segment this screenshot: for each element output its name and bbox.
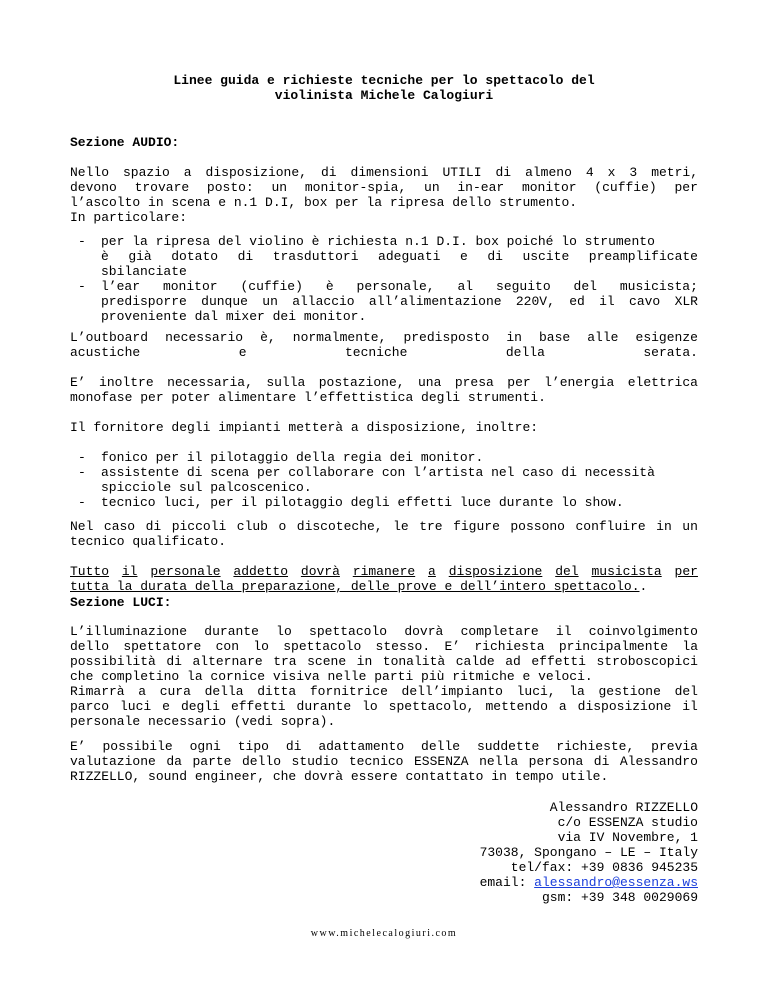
audio-requirements-list [70,234,698,324]
word: con [215,639,240,654]
word: il [599,294,615,309]
text-line: per la ripresa del violino è richiesta n.1 D.I. box poiché lo strumento [101,234,655,249]
contact-street: via IV Novembre, 1 [557,830,698,845]
word: il [555,624,572,639]
word: di [487,249,503,264]
word: metri, [651,165,698,180]
word: durante [296,699,352,714]
word: Rimarrà [70,684,125,699]
page-title [80,73,688,103]
word: gestione [598,684,661,699]
word: un [271,180,288,195]
word: a [183,165,192,180]
word: predisporre [101,294,187,309]
word: persona [528,754,584,769]
word: è [325,279,334,294]
word: normalmente, [292,330,387,345]
outboard-paragraph [70,330,698,360]
word: dovrà [404,624,444,639]
word: o [278,519,287,534]
contact-telfax: tel/fax: +39 0836 945235 [510,860,698,875]
word: scene [307,654,347,669]
word: le [393,519,409,534]
text-line: sbilanciate [101,264,187,279]
word: dimensioni [350,165,429,180]
word: tra [273,654,297,669]
word: preamplificate [588,249,698,264]
list-item [70,234,698,279]
word: mettendo [485,699,548,714]
text-line [70,519,698,534]
word: il [121,564,138,579]
bullet-dash: - [78,279,86,294]
word: personale [150,564,221,579]
word: ed [569,294,585,309]
text-line [70,684,698,699]
word: spettacolo, [388,699,475,714]
audio-section-heading: Sezione AUDIO: [70,135,180,150]
word: XLR [674,294,698,309]
word: E’ [444,639,461,654]
word: coinvolgimento [588,624,698,639]
word: lo [276,624,292,639]
word: dello [70,639,110,654]
audio-intro-paragraph [70,165,698,225]
word: possibile [102,739,173,754]
word: di [285,739,302,754]
word: richieste, [556,739,635,754]
word: tre [419,519,443,534]
contact-city: 73038, Spongano – LE – Italy [479,845,698,860]
text-line: proveniente dal mixer dei monitor. [101,309,367,324]
word: e [162,699,170,714]
word: disposizione, [205,165,307,180]
word: durante [204,624,259,639]
word: al [457,279,474,294]
text-line: fonico per il pilotaggio della regia dei monitor. [101,450,484,465]
text-line [70,699,698,714]
word: predisposto [403,330,490,345]
word: monitor [521,180,577,195]
word: allaccio [292,294,355,309]
word: in [656,519,672,534]
word: principalmente [558,639,669,654]
text-line [70,165,698,180]
word: alternare [192,654,263,669]
text-line [101,279,698,294]
word: per [507,375,531,390]
word: dello [242,754,282,769]
word: spettacolo [309,624,388,639]
word: trovare [134,180,190,195]
word: la [569,684,585,699]
word: devono [70,180,117,195]
luci-section-heading: Sezione LUCI: [70,595,172,610]
word: della [505,345,545,360]
word: cura [159,684,191,699]
word: un [424,180,440,195]
text-line [70,654,698,669]
text-line [70,180,698,195]
word: completare [460,624,539,639]
word: studio [291,754,339,769]
word: richiesta [474,639,545,654]
word: in-ear [457,180,505,195]
word: luci [119,699,152,714]
word: parte [192,754,232,769]
word: effetti [531,654,586,669]
word: stroboscopici [596,654,698,669]
word: lo [362,699,378,714]
word: posto: [206,180,254,195]
word: della [204,684,244,699]
word: lo [253,639,269,654]
bullet-dash: - [78,495,86,510]
text-line: che completino la cornice visiva nelle parti più ritmiche e veloci. [70,669,593,684]
word: degli [180,699,220,714]
word: piccoli [171,519,227,534]
word: e [459,249,468,264]
staff-availability-paragraph [70,564,698,594]
list-item [70,465,698,495]
word: (cuffie) [594,180,657,195]
staff-period: . [639,579,648,594]
power-outlet-paragraph [70,375,698,405]
word: adattamento [318,739,405,754]
word: possibilità [70,654,156,669]
word: sulla [266,375,306,390]
word: elettrica [627,375,698,390]
text-line: personale necessario (vedi sopra). [70,714,336,729]
word: tecniche [344,345,408,360]
word: in [356,654,373,669]
email-label: email: [479,875,535,890]
word: trasduttori [272,249,359,264]
text-line [70,564,698,579]
lighting-paragraph [70,624,698,729]
text-line: assistente di scena per collaborare con l’artista nel caso di necessità [101,465,655,480]
word: in [506,330,522,345]
word: rimanere [352,564,416,579]
text-line [70,754,698,769]
text-line: In particolare: [70,210,188,225]
word: personale, [356,279,435,294]
word: stesso. [375,639,431,654]
word: e [238,345,247,360]
word: di [593,754,610,769]
text-line: tutta la durata della preparazione, delle prove e dell’intero spettacolo.. [70,579,648,594]
word: da [166,754,182,769]
word: per [674,180,698,195]
word: monitor [162,279,218,294]
word: ditta [257,684,297,699]
bullet-dash: - [78,450,86,465]
word: musicista; [619,279,698,294]
word: dotato [171,249,219,264]
word: acustiche [70,345,141,360]
contact-email-line [480,875,698,890]
word: di [495,165,512,180]
word: figure [453,519,500,534]
text-line: RIZZELLO, sound engineer, che dovrà essere contattato in tempo utile. [70,769,609,784]
word: disposizione [577,699,672,714]
word: musicista [591,564,662,579]
supplier-intro: Il fornitore degli impianti metterà a disposizione, inoltre: [70,420,539,435]
word: spazio [122,165,170,180]
word: serata. [643,345,698,360]
footer-website: www.michelecalogiuri.com [310,928,458,939]
text-line: l’ascolto in scena e n.1 D.I, box per la ripresa dello strumento. [70,195,578,210]
word: del [573,279,597,294]
word: dunque [201,294,248,309]
text-line: monofase per poter alimentare l’effettistica degli strumenti. [70,390,546,405]
text-line [70,624,698,639]
word: inoltre [99,375,154,390]
word: tonalità [382,654,446,669]
word: E’ [70,375,86,390]
word: delle [421,739,461,754]
word: un [682,519,698,534]
text-line: tecnico qualificato. [70,534,227,549]
word: dell’impianto [401,684,503,699]
word: Alessandro [619,754,698,769]
word: adeguati [378,249,441,264]
word: almeno [525,165,572,180]
text-line [101,294,698,309]
word: Nello [70,165,110,180]
word: all’alimentazione [368,294,502,309]
word: cavo [629,294,661,309]
word: il [682,699,698,714]
word: ad [505,654,521,669]
word: L’illuminazione [70,624,188,639]
text-line [101,249,698,264]
word: spettacolo [283,639,362,654]
word: nella [479,754,519,769]
word: ESSENZA [413,754,469,769]
word: luci, [516,684,556,699]
word: tecnico [348,754,404,769]
word: UTILI [442,165,482,180]
list-item [70,495,698,510]
word: un [262,294,278,309]
contact-studio: c/o ESSENZA studio [557,815,698,830]
text-line [70,639,698,654]
adaptation-paragraph [70,739,698,784]
word: previa [651,739,698,754]
word: l’energia [544,375,615,390]
word: presa [454,375,494,390]
word: necessaria, [167,375,253,390]
word: a [428,564,436,579]
email-link[interactable]: alessandro@essenza.ws [534,875,698,890]
word: confluire [575,519,646,534]
contact-name: Alessandro RIZZELLO [549,800,698,815]
word: del [555,564,579,579]
word: Nel [70,519,94,534]
word: parco [70,699,110,714]
text-line: tecnico luci, per il pilotaggio degli effetti luce durante lo show. [101,495,624,510]
word: di [237,249,254,264]
word: E’ [70,739,86,754]
bullet-dash: - [78,234,86,249]
word: a [558,699,567,714]
word: è, [260,330,276,345]
word: x [607,165,616,180]
word: spettatore [123,639,202,654]
word: L’outboard [70,330,149,345]
word: esigenze [635,330,698,345]
word: 3 [629,165,638,180]
word: disposizione [448,564,543,579]
word: a [138,684,147,699]
bullet-dash: - [78,465,86,480]
word: di [145,519,162,534]
word: discoteche, [296,519,383,534]
word: postazione, [318,375,405,390]
word: (cuffie) [240,279,303,294]
word: suddette [476,739,540,754]
word: base [538,330,571,345]
text-line [70,330,698,345]
word: tipo [237,739,269,754]
text-line [70,739,698,754]
supplier-staff-list [70,450,698,510]
word: 220V, [515,294,555,309]
small-clubs-paragraph [70,519,698,549]
word: del [674,684,698,699]
word: di [320,165,337,180]
word: alle [587,330,619,345]
word: per [674,564,698,579]
word: monitor-spia, [304,180,407,195]
word: è [101,249,109,264]
word: l’ear [101,279,141,294]
word: di [166,654,182,669]
word: valutazione [70,754,156,769]
word: già [128,249,152,264]
word: calde [455,654,495,669]
word: possono [510,519,565,534]
text-line [70,375,698,390]
word: seguito [496,279,551,294]
word: Tutto [70,564,110,579]
word: uscite [522,249,570,264]
contact-gsm: gsm: +39 348 0029069 [541,890,698,905]
word: addetto [233,564,289,579]
word: ogni [189,739,221,754]
word: 4 [585,165,594,180]
word: fornitrice [309,684,388,699]
word: club [236,519,268,534]
word: una [418,375,442,390]
list-item [70,279,698,324]
word: dovrà [300,564,340,579]
word: necessario [165,330,244,345]
title-line-2: violinista Michele Calogiuri [274,88,494,103]
text-line: spicciole sul palcoscenico. [101,480,312,495]
list-item [70,450,698,465]
word: la [682,639,698,654]
text-line [70,345,698,360]
word: caso [103,519,136,534]
title-line-1: Linee guida e richieste tecniche per lo spettacolo del [173,73,595,88]
contact-signature [480,800,698,905]
word: effetti [230,699,286,714]
